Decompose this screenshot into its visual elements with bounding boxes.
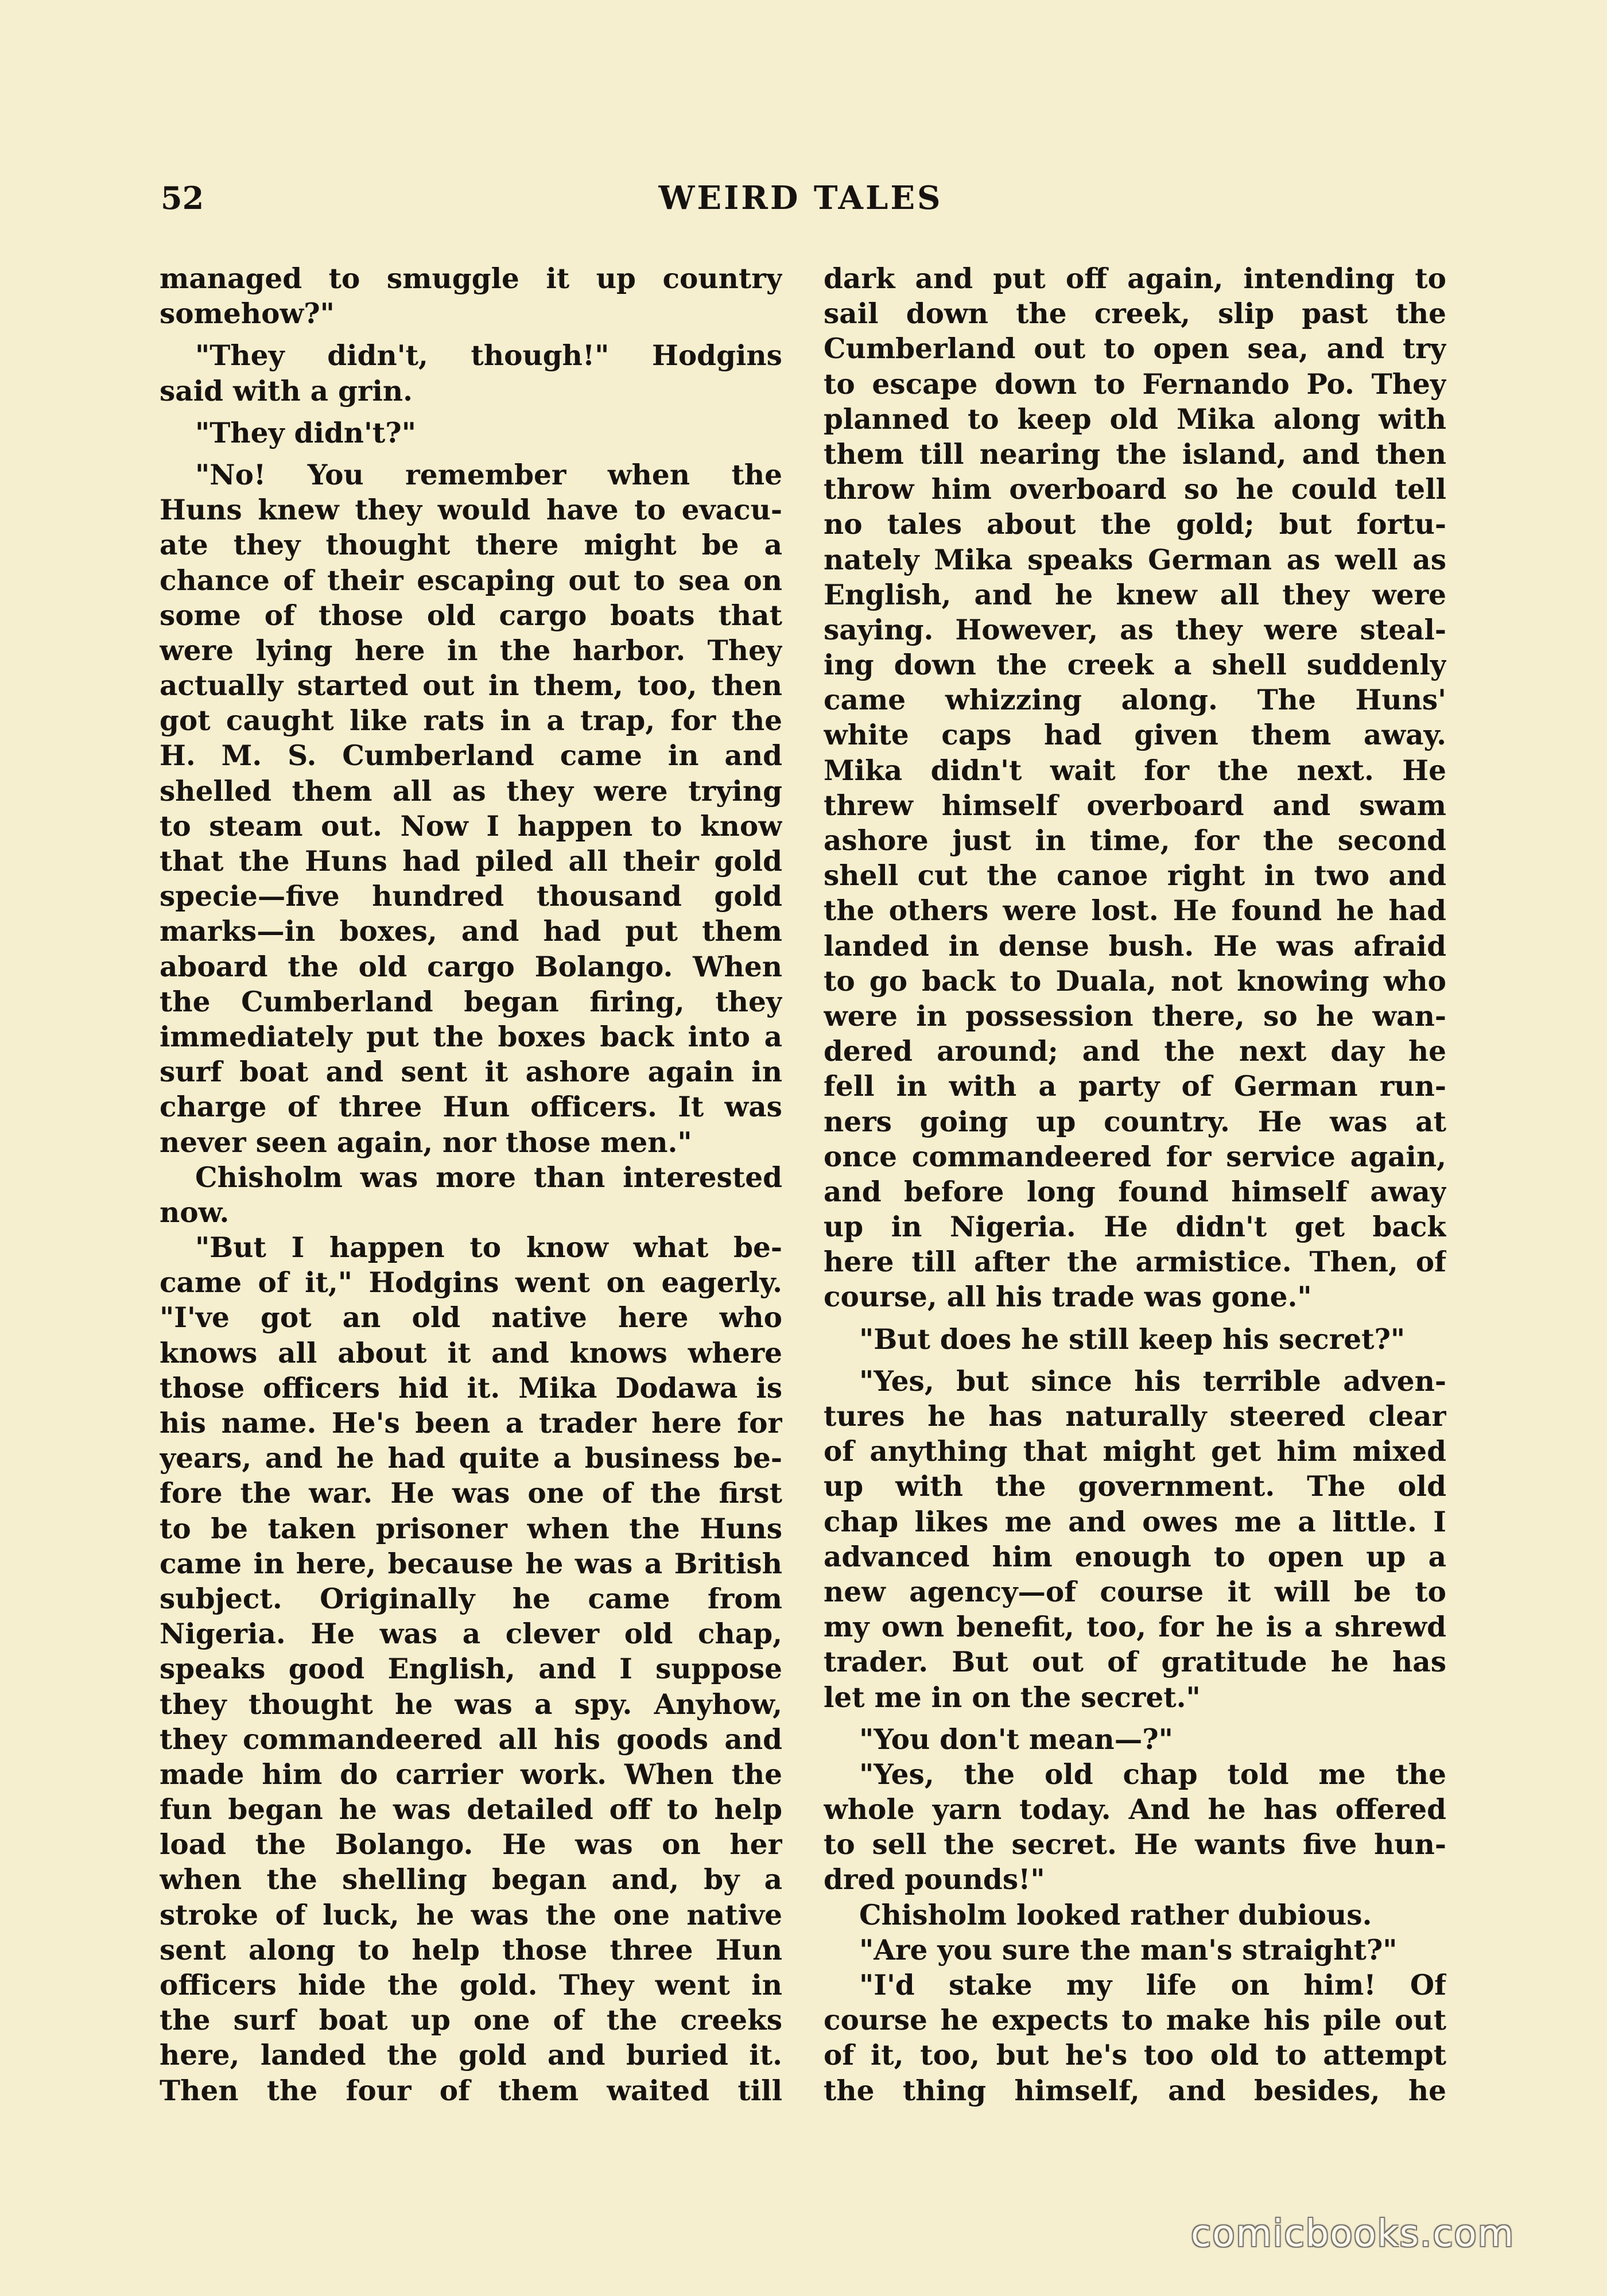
text-line: of anything that might get him mixed bbox=[824, 1435, 1446, 1468]
text-line: the others were lost. He found he had bbox=[824, 894, 1446, 928]
text-line: shell cut the canoe right in two and bbox=[824, 859, 1446, 893]
text-line: landed in dense bush. He was afraid bbox=[824, 929, 1446, 963]
text-line: Huns knew they would have to evacu- bbox=[160, 494, 782, 527]
text-line: once commandeered for service again, bbox=[824, 1140, 1446, 1173]
text-line: "Yes, but since his terrible adven- bbox=[859, 1364, 1446, 1398]
text-line: "No! You remember when the bbox=[195, 458, 782, 491]
text-line: immediately put the boxes back into a bbox=[160, 1020, 782, 1053]
text-line: sail down the creek, slip past the bbox=[824, 297, 1446, 331]
text-line: ners going up country. He was at bbox=[824, 1105, 1446, 1138]
text-line: some of those old cargo boats that bbox=[160, 599, 782, 632]
text-line: marks—in boxes, and had put them bbox=[160, 915, 782, 948]
text-line: Chisholm looked rather dubious. bbox=[859, 1898, 1372, 1932]
text-line: never seen again, nor those men." bbox=[160, 1126, 692, 1159]
text-line: to escape down to Fernando Po. They bbox=[824, 367, 1446, 401]
text-line: Nigeria. He was a clever old chap, bbox=[160, 1618, 782, 1651]
text-line: saying. However, as they were steal- bbox=[824, 613, 1446, 646]
text-line: were in possession there, so he wan- bbox=[824, 999, 1446, 1033]
text-line: and before long found himself away bbox=[824, 1175, 1446, 1208]
text-line: "Are you sure the man's straight?" bbox=[859, 1933, 1398, 1967]
text-line: let me in on the secret." bbox=[824, 1681, 1201, 1714]
text-line: when the shelling began and, by a bbox=[160, 1863, 782, 1896]
text-line: came whizzing along. The Huns' bbox=[824, 684, 1446, 717]
text-line: came in here, because he was a British bbox=[160, 1547, 782, 1580]
text-line: they thought he was a spy. Anyhow, bbox=[160, 1688, 782, 1721]
text-line: "They didn't, though!" Hodgins bbox=[195, 339, 782, 373]
text-line: the surf boat up one of the creeks bbox=[160, 2004, 782, 2037]
text-line: no tales about the gold; but fortu- bbox=[824, 508, 1446, 541]
text-line: white caps had given them away. bbox=[824, 719, 1446, 752]
text-line: ing down the creek a shell suddenly bbox=[824, 649, 1446, 682]
text-line: said with a grin. bbox=[160, 374, 413, 408]
text-line: "I've got an old native here who bbox=[160, 1301, 782, 1335]
text-line: "I'd stake my life on him! Of bbox=[859, 1969, 1446, 2002]
page-number: 52 bbox=[161, 180, 204, 216]
text-line: here till after the armistice. Then, of bbox=[824, 1246, 1446, 1279]
text-line: dered around; and the next day he bbox=[824, 1035, 1446, 1068]
text-line: to be taken prisoner when the Huns bbox=[160, 1512, 782, 1545]
text-line: H. M. S. Cumberland came in and bbox=[160, 739, 782, 773]
text-line: were lying here in the harbor. They bbox=[160, 634, 782, 667]
text-line: ashore just in time, for the second bbox=[824, 824, 1446, 857]
text-line: "They didn't?" bbox=[195, 416, 416, 449]
text-line: English, and he knew all they were bbox=[824, 578, 1446, 611]
text-line: sent along to help those three Hun bbox=[160, 1933, 782, 1967]
text-line: here, landed the gold and buried it. bbox=[160, 2039, 782, 2072]
right-text-column bbox=[824, 261, 1446, 2141]
text-line: threw himself overboard and swam bbox=[824, 789, 1446, 822]
text-line: new agency—of course it will be to bbox=[824, 1575, 1446, 1608]
text-line: Chisholm was more than interested bbox=[195, 1161, 782, 1194]
text-line: Then the four of them waited till bbox=[160, 2074, 782, 2107]
text-line: "But does he still keep his secret?" bbox=[859, 1322, 1406, 1356]
text-line: to go back to Duala, not knowing who bbox=[824, 964, 1446, 998]
text-line: specie—five hundred thousand gold bbox=[160, 880, 782, 913]
text-line: dark and put off again, intending to bbox=[824, 262, 1446, 295]
text-line: made him do carrier work. When the bbox=[160, 1758, 782, 1791]
text-line: his name. He's been a trader here for bbox=[160, 1407, 782, 1440]
text-line: subject. Originally he came from bbox=[160, 1582, 782, 1615]
text-line: to steam out. Now I happen to know bbox=[160, 809, 782, 843]
text-line: years, and he had quite a business be- bbox=[160, 1442, 782, 1475]
text-line: chap likes me and owes me a little. I bbox=[824, 1505, 1446, 1538]
text-line: fun began he was detailed off to help bbox=[160, 1793, 782, 1826]
text-line: got caught like rats in a trap, for the bbox=[160, 704, 782, 738]
text-line: trader. But out of gratitude he has bbox=[824, 1646, 1446, 1679]
text-line: Cumberland out to open sea, and try bbox=[824, 332, 1446, 366]
text-line: fell in with a party of German run- bbox=[824, 1070, 1446, 1103]
text-line: up with the government. The old bbox=[824, 1470, 1446, 1503]
text-line: those officers hid it. Mika Dodawa is bbox=[160, 1371, 782, 1405]
running-head bbox=[161, 172, 1441, 224]
text-line: dred pounds!" bbox=[824, 1863, 1045, 1896]
text-line: stroke of luck, he was the one native bbox=[160, 1898, 782, 1932]
text-line: somehow?" bbox=[160, 297, 335, 331]
text-line: whole yarn today. And he has offered bbox=[824, 1793, 1446, 1826]
text-line: planned to keep old Mika along with bbox=[824, 402, 1446, 436]
text-line: the Cumberland began firing, they bbox=[160, 985, 782, 1018]
text-line: my own benefit, too, for he is a shrewd bbox=[824, 1611, 1446, 1644]
text-line: "Yes, the old chap told me the bbox=[859, 1758, 1446, 1791]
text-line: aboard the old cargo Bolango. When bbox=[160, 950, 782, 983]
text-line: to sell the secret. He wants five hun- bbox=[824, 1828, 1446, 1861]
text-line: they commandeered all his goods and bbox=[160, 1723, 782, 1756]
text-line: managed to smuggle it up country bbox=[160, 262, 782, 295]
text-line: came of it," Hodgins went on eagerly. bbox=[160, 1266, 782, 1300]
text-line: throw him overboard so he could tell bbox=[824, 473, 1446, 506]
left-text-column bbox=[160, 261, 782, 2141]
magazine-title: WEIRD TALES bbox=[658, 179, 943, 217]
text-line: actually started out in them, too, then bbox=[160, 669, 782, 703]
text-line: "You don't mean—?" bbox=[859, 1723, 1173, 1756]
text-line: surf boat and sent it ashore again in bbox=[160, 1056, 782, 1089]
text-line: course he expects to make his pile out bbox=[824, 2004, 1446, 2037]
text-line: tures he has naturally steered clear bbox=[824, 1400, 1446, 1433]
watermark-logo: comicbooks.com bbox=[1191, 2213, 1515, 2255]
text-line: chance of their escaping out to sea on bbox=[160, 564, 782, 597]
text-line: speaks good English, and I suppose bbox=[160, 1653, 782, 1686]
text-line: Mika didn't wait for the next. He bbox=[824, 754, 1446, 787]
text-line: knows all about it and knows where bbox=[160, 1336, 782, 1370]
text-line: advanced him enough to open up a bbox=[824, 1540, 1446, 1573]
text-line: ate they thought there might be a bbox=[160, 529, 782, 562]
text-line: now. bbox=[160, 1196, 230, 1229]
text-line: load the Bolango. He was on her bbox=[160, 1828, 782, 1861]
text-line: shelled them all as they were trying bbox=[160, 774, 782, 808]
text-line: officers hide the gold. They went in bbox=[160, 1969, 782, 2002]
text-line: of it, too, but he's too old to attempt bbox=[824, 2039, 1446, 2072]
text-line: fore the war. He was one of the first bbox=[160, 1477, 782, 1510]
text-line: up in Nigeria. He didn't get back bbox=[824, 1211, 1446, 1244]
text-line: course, all his trade was gone." bbox=[824, 1281, 1312, 1314]
text-line: them till nearing the island, and then bbox=[824, 437, 1446, 471]
text-line: charge of three Hun officers. It was bbox=[160, 1091, 782, 1124]
text-line: nately Mika speaks German as well as bbox=[824, 543, 1446, 576]
text-line: the thing himself, and besides, he bbox=[824, 2074, 1446, 2107]
text-line: "But I happen to know what be- bbox=[195, 1231, 782, 1265]
text-line: that the Huns had piled all their gold bbox=[160, 845, 782, 878]
